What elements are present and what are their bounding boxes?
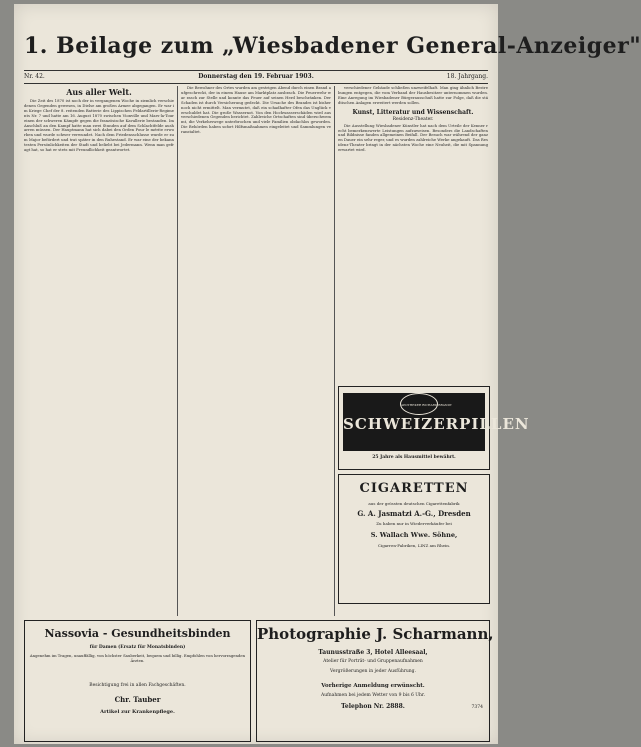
header-rule-bottom bbox=[24, 83, 488, 84]
issue-date: Donnerstag den 19. Februar 1903. bbox=[198, 73, 314, 80]
issue-number: Nr. 42. bbox=[24, 73, 45, 80]
newspaper-page bbox=[14, 4, 641, 744]
advert-band bbox=[343, 393, 530, 451]
advert-line: Vergrößerungen in jeder Ausführung. bbox=[329, 669, 416, 674]
advert-firm: S. Wallach Wwe. Söhne, bbox=[370, 531, 458, 539]
advert-line: Artikel zur Krankenpflege. bbox=[100, 709, 175, 715]
advert-line: Aufnahmen bei jedem Wetter von 9 bis 6 Uhr. bbox=[320, 693, 426, 698]
article-body bbox=[338, 86, 488, 106]
advert-title: Nassovia - Gesundheitsbinden bbox=[44, 627, 231, 640]
advert-line: Vorherige Anmeldung erwünscht. bbox=[321, 683, 425, 689]
article-body bbox=[181, 86, 331, 135]
article-paragraph: Die Ausstellung Wiesbadener Künstler hat nach dem Urteile der Kenner recht bemerkenswerte Leistungen aufzuweisen. Besonders die Landschaften und Bildnisse fanden allgemeinen Beifall. Der Besuch war während der ganzen Dauer ein sehr reger, und es wurden zahlreiche Werke angekauft. Das Residenz-Theater bringt in der nächsten Woche eine Neuheit, die mit Spannung erwartet wird. bbox=[338, 122, 488, 153]
article-paragraph: Die Zeit des 1870 ist noch der in vergangenen Woche in ziemlich verschiedenen Gegenden gewesen, in Dielse am großen Armee abgegangen. Er war im Kriege Chef der 8. reitenden Batterie des Lippischen Feldartillerie-Regiments Nr. 7 und hatte am 16. August 1870 zwischen Vionville und Mars-la-Tour einen der schweren Kämpfe gegen die französische Kavallerie bestanden. Im Anschluß an den Kampf hatte man zwei Stunden auf dem Schlachtfelde ausharren müssen. Der Hauptmann hat sich dabei den Orden Pour le mérite erworben und wurde schwer verwundet. Nach dem Friedensschlusse wurde er zum Major befördert und trat später in den Ruhestand. Er war eine der bekanntesten Persönlichkeiten der Stadt und beliebt bei Jedermann. Wenn man gefragt hat, so hat er stets mit Freundlichkeit geantwortet. bbox=[24, 98, 174, 153]
issue-volume: 18. Jahrgang. bbox=[446, 73, 488, 80]
advert-line: Cigarren-Fabriken, LINZ am Rhein. bbox=[377, 543, 451, 548]
header-rule-top bbox=[24, 70, 488, 71]
section-title: Kunst, Litteratur und Wissenschaft. bbox=[352, 108, 474, 116]
column-1 bbox=[24, 86, 174, 616]
article-body bbox=[24, 99, 174, 153]
advert-ref-number: 7374 bbox=[471, 705, 483, 710]
advert-scharmann bbox=[256, 620, 494, 742]
column-divider bbox=[334, 86, 335, 616]
advert-product-name: SCHWEIZERPILLEN bbox=[343, 415, 530, 433]
advert-title: CIGARETTEN bbox=[359, 481, 469, 496]
advert-line: für Damen (Ersatz für Monatsbinden) bbox=[89, 645, 186, 650]
advert-tagline: 25 Jahre als Hausmittel bewährt. bbox=[372, 455, 456, 460]
pharmacy-seal-icon bbox=[400, 393, 452, 415]
article-headline: Aus aller Welt. bbox=[66, 87, 132, 97]
footer-adverts bbox=[24, 620, 494, 740]
advert-line: Angenehm im Tragen, unauffällig, von höchster Sauberkeit, bequem und billig. Empfohlen von hervorragenden Ärzten. bbox=[29, 653, 246, 663]
advert-line: Zu haben nur in Wiederverkäufer bei bbox=[376, 521, 452, 526]
advert-firm: G. A. Jasmatzi A.-G., Dresden bbox=[357, 509, 471, 518]
advert-line: Atelier für Porträt- und Gruppenaufnahmen bbox=[323, 659, 423, 664]
advert-nassovia bbox=[24, 620, 251, 742]
masthead-title: 1. Beilage zum „Wiesbadener General-Anzeiger" bbox=[24, 33, 641, 59]
column-divider bbox=[177, 86, 178, 616]
column-3 bbox=[338, 85, 530, 616]
issue-line bbox=[24, 72, 488, 82]
article-paragraph: verschiedener Gebäude schließen unzweifelhaft. Man ging ähnlich Bestrebungen entgegen, die vom Verband der Hausbesitzer unternommen wurden. Eine Anregung im Wiesbadener Bürgerausschuß hatte zur Folge, daß die städtischen Anlagen erweitert werden sollen. bbox=[338, 85, 488, 105]
column-2 bbox=[181, 86, 331, 616]
advert-cigaretten bbox=[338, 474, 490, 604]
advert-schweizerpillen bbox=[338, 386, 530, 470]
advert-title: Photographie J. Scharmann, bbox=[257, 625, 494, 643]
section-body bbox=[338, 124, 488, 153]
advert-line: Besichtigung frei in allen Fachgeschäften. bbox=[89, 683, 186, 688]
advert-firm: Chr. Tauber bbox=[114, 695, 161, 704]
section-subtitle: Residenz-Theater. bbox=[392, 116, 434, 122]
advert-phone: Telephon Nr. 2888. bbox=[341, 703, 405, 710]
article-paragraph: Die Bewohner des Ortes wurden am gestrigen Abend durch einen Brand aufgeschreckt, der in einem Hause am Marktplatz ausbrach. Die Feuerwehr war rasch zur Stelle und konnte das Feuer auf seinen Herd beschränken. Der Schaden ist durch Versicherung gedeckt. Die Ursache des Brandes ist bisher noch nicht ermittelt. Man vermutet, daß ein schadhafter Ofen das Unglück verschuldet hat. Die große Wassernot. Von den Hochwasserschäden wird aus verschiedenen Gegenden berichtet. Zahlreiche Ortschaften sind überschwemmt, die Verkehrswege unterbrochen und viele Familien obdachlos geworden. Die Behörden haben sofort Hilfsmaßnahmen eingeleitet und Sammlungen veranstaltet. bbox=[181, 85, 331, 135]
seal-text: APOTHEKER RICHARD BRANDT bbox=[401, 403, 452, 407]
advert-address: Taunusstraße 3, Hotel Alleesaal, bbox=[318, 649, 428, 656]
advert-line: aus der grössten deutschen Cigarettenfabrik bbox=[368, 501, 460, 506]
